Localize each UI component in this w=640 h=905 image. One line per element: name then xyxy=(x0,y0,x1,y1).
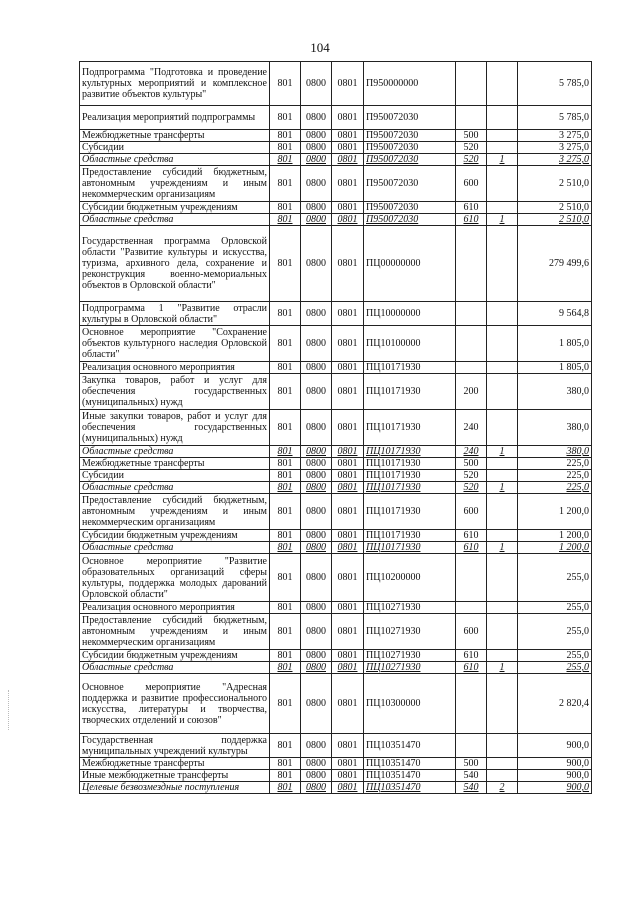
cell-source xyxy=(487,362,518,374)
cell-target-article: П950072030 xyxy=(364,106,456,130)
table-row xyxy=(80,674,592,734)
cell-name: Целевые безвозмездные поступления xyxy=(80,782,270,794)
cell-section: 0800 xyxy=(301,130,332,142)
cell-ved: 801 xyxy=(270,226,301,302)
cell-amount: 255,0 xyxy=(518,650,592,662)
budget-table xyxy=(79,61,592,794)
cell-ved: 801 xyxy=(270,662,301,674)
cell-expense-type xyxy=(456,226,487,302)
cell-expense-type xyxy=(456,62,487,106)
cell-section: 0800 xyxy=(301,142,332,154)
cell-expense-type: 500 xyxy=(456,458,487,470)
cell-target-article: П950072030 xyxy=(364,214,456,226)
cell-expense-type: 240 xyxy=(456,446,487,458)
cell-name: Иные закупки товаров, работ и услуг для обеспечения государственных (муниципальных) нужд xyxy=(80,410,270,446)
cell-section: 0800 xyxy=(301,458,332,470)
cell-subsection: 0801 xyxy=(332,650,364,662)
cell-subsection: 0801 xyxy=(332,662,364,674)
cell-source xyxy=(487,674,518,734)
cell-section: 0800 xyxy=(301,530,332,542)
cell-amount: 225,0 xyxy=(518,482,592,494)
cell-target-article: ПЦ10171930 xyxy=(364,542,456,554)
table-row xyxy=(80,62,592,106)
cell-expense-type xyxy=(456,554,487,602)
cell-section: 0800 xyxy=(301,734,332,758)
cell-section: 0800 xyxy=(301,154,332,166)
cell-ved: 801 xyxy=(270,650,301,662)
cell-target-article: ПЦ10351470 xyxy=(364,758,456,770)
cell-expense-type: 610 xyxy=(456,214,487,226)
cell-name: Субсидии бюджетным учреждениям xyxy=(80,650,270,662)
cell-source: 1 xyxy=(487,662,518,674)
cell-target-article: ПЦ10171930 xyxy=(364,362,456,374)
cell-target-article: ПЦ00000000 xyxy=(364,226,456,302)
table-row xyxy=(80,662,592,674)
cell-amount: 9 564,8 xyxy=(518,302,592,326)
cell-name: Предоставление субсидий бюджетным, автономным учреждениям и иным некоммерческим организациям xyxy=(80,614,270,650)
cell-target-article: ПЦ10171930 xyxy=(364,530,456,542)
cell-name: Реализация основного мероприятия xyxy=(80,362,270,374)
cell-expense-type xyxy=(456,106,487,130)
cell-target-article: ПЦ10200000 xyxy=(364,554,456,602)
cell-name: Предоставление субсидий бюджетным, автономным учреждениям и иным некоммерческим организациям xyxy=(80,494,270,530)
table-row xyxy=(80,650,592,662)
cell-section: 0800 xyxy=(301,542,332,554)
cell-name: Основное мероприятие "Адресная поддержка и развитие профессионального искусства, литературы и творчества, творческих отделений и союзов" xyxy=(80,674,270,734)
cell-target-article: ПЦ10171930 xyxy=(364,410,456,446)
cell-section: 0800 xyxy=(301,202,332,214)
cell-target-article: П950072030 xyxy=(364,154,456,166)
cell-ved: 801 xyxy=(270,130,301,142)
cell-source xyxy=(487,166,518,202)
cell-expense-type: 600 xyxy=(456,166,487,202)
cell-subsection: 0801 xyxy=(332,166,364,202)
cell-subsection: 0801 xyxy=(332,758,364,770)
cell-source: 1 xyxy=(487,482,518,494)
cell-section: 0800 xyxy=(301,106,332,130)
cell-ved: 801 xyxy=(270,166,301,202)
cell-amount: 225,0 xyxy=(518,470,592,482)
cell-name: Реализация основного мероприятия xyxy=(80,602,270,614)
cell-name: Областные средства xyxy=(80,542,270,554)
cell-name: Предоставление субсидий бюджетным, автономным учреждениям и иным некоммерческим организациям xyxy=(80,166,270,202)
cell-source: 2 xyxy=(487,782,518,794)
cell-amount: 2 510,0 xyxy=(518,202,592,214)
cell-name: Областные средства xyxy=(80,482,270,494)
cell-expense-type xyxy=(456,734,487,758)
cell-expense-type: 610 xyxy=(456,542,487,554)
cell-subsection: 0801 xyxy=(332,302,364,326)
cell-name: Реализация мероприятий подпрограммы xyxy=(80,106,270,130)
cell-ved: 801 xyxy=(270,142,301,154)
cell-target-article: ПЦ10171930 xyxy=(364,470,456,482)
cell-section: 0800 xyxy=(301,446,332,458)
cell-section: 0800 xyxy=(301,650,332,662)
cell-ved: 801 xyxy=(270,154,301,166)
cell-source xyxy=(487,530,518,542)
cell-subsection: 0801 xyxy=(332,782,364,794)
cell-amount: 3 275,0 xyxy=(518,154,592,166)
cell-section: 0800 xyxy=(301,62,332,106)
cell-subsection: 0801 xyxy=(332,214,364,226)
cell-expense-type: 520 xyxy=(456,482,487,494)
cell-section: 0800 xyxy=(301,226,332,302)
cell-source: 1 xyxy=(487,154,518,166)
cell-expense-type: 610 xyxy=(456,662,487,674)
cell-ved: 801 xyxy=(270,374,301,410)
cell-section: 0800 xyxy=(301,770,332,782)
cell-section: 0800 xyxy=(301,602,332,614)
cell-subsection: 0801 xyxy=(332,614,364,650)
cell-amount: 2 820,4 xyxy=(518,674,592,734)
cell-ved: 801 xyxy=(270,758,301,770)
cell-source xyxy=(487,494,518,530)
cell-amount: 1 200,0 xyxy=(518,530,592,542)
table-row xyxy=(80,758,592,770)
cell-target-article: ПЦ10271930 xyxy=(364,614,456,650)
cell-amount: 380,0 xyxy=(518,446,592,458)
cell-name: Государственная программа Орловской области "Развитие культуры и искусства, туризма, архивного дела, сохранение и реконструкция военно-мемориальных объектов в Орловской области" xyxy=(80,226,270,302)
cell-expense-type: 200 xyxy=(456,374,487,410)
cell-section: 0800 xyxy=(301,494,332,530)
cell-subsection: 0801 xyxy=(332,446,364,458)
cell-source: 1 xyxy=(487,542,518,554)
cell-amount: 255,0 xyxy=(518,614,592,650)
cell-name: Субсидии xyxy=(80,142,270,154)
cell-section: 0800 xyxy=(301,302,332,326)
cell-section: 0800 xyxy=(301,554,332,602)
cell-ved: 801 xyxy=(270,470,301,482)
cell-name: Областные средства xyxy=(80,662,270,674)
cell-ved: 801 xyxy=(270,554,301,602)
cell-subsection: 0801 xyxy=(332,602,364,614)
cell-source: 1 xyxy=(487,446,518,458)
table-row xyxy=(80,770,592,782)
cell-expense-type xyxy=(456,362,487,374)
cell-amount: 1 200,0 xyxy=(518,494,592,530)
cell-subsection: 0801 xyxy=(332,142,364,154)
cell-ved: 801 xyxy=(270,214,301,226)
cell-target-article: П950072030 xyxy=(364,202,456,214)
cell-subsection: 0801 xyxy=(332,542,364,554)
cell-ved: 801 xyxy=(270,770,301,782)
cell-source xyxy=(487,302,518,326)
cell-target-article: ПЦ10351470 xyxy=(364,782,456,794)
cell-source xyxy=(487,734,518,758)
cell-expense-type: 500 xyxy=(456,130,487,142)
cell-source: 1 xyxy=(487,214,518,226)
cell-section: 0800 xyxy=(301,758,332,770)
cell-subsection: 0801 xyxy=(332,154,364,166)
cell-amount: 380,0 xyxy=(518,410,592,446)
cell-amount: 1 805,0 xyxy=(518,362,592,374)
cell-source xyxy=(487,458,518,470)
cell-amount: 900,0 xyxy=(518,770,592,782)
table-row xyxy=(80,166,592,202)
cell-subsection: 0801 xyxy=(332,326,364,362)
cell-ved: 801 xyxy=(270,482,301,494)
cell-amount: 2 510,0 xyxy=(518,214,592,226)
table-row xyxy=(80,614,592,650)
cell-source xyxy=(487,326,518,362)
cell-ved: 801 xyxy=(270,602,301,614)
cell-expense-type: 540 xyxy=(456,782,487,794)
cell-section: 0800 xyxy=(301,662,332,674)
cell-subsection: 0801 xyxy=(332,106,364,130)
cell-source xyxy=(487,770,518,782)
cell-ved: 801 xyxy=(270,782,301,794)
cell-ved: 801 xyxy=(270,302,301,326)
cell-name: Закупка товаров, работ и услуг для обеспечения государственных (муниципальных) нужд xyxy=(80,374,270,410)
table-row xyxy=(80,142,592,154)
cell-target-article: ПЦ10271930 xyxy=(364,602,456,614)
cell-target-article: П950072030 xyxy=(364,130,456,142)
cell-section: 0800 xyxy=(301,782,332,794)
cell-section: 0800 xyxy=(301,326,332,362)
cell-ved: 801 xyxy=(270,530,301,542)
cell-amount: 900,0 xyxy=(518,734,592,758)
cell-expense-type: 610 xyxy=(456,202,487,214)
table-row xyxy=(80,542,592,554)
cell-name: Областные средства xyxy=(80,214,270,226)
cell-target-article: ПЦ10171930 xyxy=(364,482,456,494)
cell-source xyxy=(487,106,518,130)
cell-source xyxy=(487,614,518,650)
cell-name: Областные средства xyxy=(80,446,270,458)
cell-amount: 900,0 xyxy=(518,782,592,794)
cell-amount: 255,0 xyxy=(518,662,592,674)
table-row xyxy=(80,326,592,362)
cell-source xyxy=(487,410,518,446)
cell-expense-type xyxy=(456,674,487,734)
cell-expense-type: 500 xyxy=(456,758,487,770)
cell-target-article: ПЦ10000000 xyxy=(364,302,456,326)
table-row xyxy=(80,446,592,458)
cell-expense-type: 520 xyxy=(456,154,487,166)
cell-name: Государственная поддержка муниципальных учреждений культуры xyxy=(80,734,270,758)
cell-target-article: ПЦ10300000 xyxy=(364,674,456,734)
cell-expense-type xyxy=(456,302,487,326)
cell-expense-type xyxy=(456,602,487,614)
cell-amount: 255,0 xyxy=(518,554,592,602)
cell-subsection: 0801 xyxy=(332,410,364,446)
table-row xyxy=(80,458,592,470)
cell-target-article: ПЦ10171930 xyxy=(364,446,456,458)
cell-amount: 380,0 xyxy=(518,374,592,410)
table-row xyxy=(80,202,592,214)
cell-section: 0800 xyxy=(301,410,332,446)
cell-target-article: ПЦ10171930 xyxy=(364,374,456,410)
cell-ved: 801 xyxy=(270,106,301,130)
cell-name: Основное мероприятие "Развитие образовательных организаций сферы культуры, поддержка молодых дарований Орловской области" xyxy=(80,554,270,602)
cell-ved: 801 xyxy=(270,614,301,650)
cell-subsection: 0801 xyxy=(332,470,364,482)
cell-amount: 1 200,0 xyxy=(518,542,592,554)
cell-amount: 900,0 xyxy=(518,758,592,770)
cell-name: Межбюджетные трансферты xyxy=(80,758,270,770)
cell-source xyxy=(487,202,518,214)
cell-target-article: ПЦ10271930 xyxy=(364,650,456,662)
cell-ved: 801 xyxy=(270,362,301,374)
cell-name: Подпрограмма "Подготовка и проведение культурных мероприятий и комплексное развитие объектов культуры" xyxy=(80,62,270,106)
cell-name: Межбюджетные трансферты xyxy=(80,130,270,142)
cell-amount: 1 805,0 xyxy=(518,326,592,362)
cell-ved: 801 xyxy=(270,326,301,362)
table-row xyxy=(80,470,592,482)
cell-subsection: 0801 xyxy=(332,554,364,602)
table-row xyxy=(80,482,592,494)
cell-subsection: 0801 xyxy=(332,202,364,214)
cell-expense-type xyxy=(456,326,487,362)
table-row xyxy=(80,782,592,794)
cell-subsection: 0801 xyxy=(332,530,364,542)
cell-amount: 255,0 xyxy=(518,602,592,614)
cell-ved: 801 xyxy=(270,202,301,214)
table-row xyxy=(80,410,592,446)
cell-source xyxy=(487,374,518,410)
cell-name: Субсидии xyxy=(80,470,270,482)
cell-name: Иные межбюджетные трансферты xyxy=(80,770,270,782)
cell-expense-type: 240 xyxy=(456,410,487,446)
cell-target-article: ПЦ10171930 xyxy=(364,458,456,470)
cell-ved: 801 xyxy=(270,494,301,530)
cell-expense-type: 520 xyxy=(456,470,487,482)
cell-subsection: 0801 xyxy=(332,494,364,530)
cell-name: Межбюджетные трансферты xyxy=(80,458,270,470)
cell-source xyxy=(487,602,518,614)
cell-source xyxy=(487,130,518,142)
table-row xyxy=(80,154,592,166)
cell-subsection: 0801 xyxy=(332,62,364,106)
cell-expense-type: 610 xyxy=(456,530,487,542)
cell-source xyxy=(487,470,518,482)
cell-section: 0800 xyxy=(301,166,332,202)
cell-section: 0800 xyxy=(301,362,332,374)
cell-section: 0800 xyxy=(301,470,332,482)
cell-subsection: 0801 xyxy=(332,770,364,782)
cell-amount: 3 275,0 xyxy=(518,142,592,154)
cell-target-article: ПЦ10171930 xyxy=(364,494,456,530)
cell-name: Областные средства xyxy=(80,154,270,166)
table-row xyxy=(80,494,592,530)
cell-amount: 3 275,0 xyxy=(518,130,592,142)
table-row xyxy=(80,374,592,410)
cell-ved: 801 xyxy=(270,674,301,734)
cell-source xyxy=(487,142,518,154)
cell-expense-type: 600 xyxy=(456,494,487,530)
cell-ved: 801 xyxy=(270,410,301,446)
cell-section: 0800 xyxy=(301,482,332,494)
margin-mark xyxy=(8,690,11,730)
cell-ved: 801 xyxy=(270,734,301,758)
cell-target-article: П950000000 xyxy=(364,62,456,106)
table-row xyxy=(80,302,592,326)
page-number: 104 xyxy=(310,40,330,55)
table-row xyxy=(80,106,592,130)
cell-section: 0800 xyxy=(301,614,332,650)
cell-subsection: 0801 xyxy=(332,374,364,410)
cell-target-article: П950072030 xyxy=(364,166,456,202)
cell-subsection: 0801 xyxy=(332,482,364,494)
cell-amount: 5 785,0 xyxy=(518,106,592,130)
cell-amount: 225,0 xyxy=(518,458,592,470)
table-row xyxy=(80,554,592,602)
cell-amount: 5 785,0 xyxy=(518,62,592,106)
cell-section: 0800 xyxy=(301,214,332,226)
cell-subsection: 0801 xyxy=(332,674,364,734)
cell-target-article: ПЦ10271930 xyxy=(364,662,456,674)
table-row xyxy=(80,530,592,542)
cell-subsection: 0801 xyxy=(332,226,364,302)
cell-subsection: 0801 xyxy=(332,734,364,758)
cell-expense-type: 520 xyxy=(456,142,487,154)
cell-target-article: П950072030 xyxy=(364,142,456,154)
table-row xyxy=(80,602,592,614)
table-row xyxy=(80,214,592,226)
cell-ved: 801 xyxy=(270,446,301,458)
cell-expense-type: 540 xyxy=(456,770,487,782)
cell-name: Субсидии бюджетным учреждениям xyxy=(80,202,270,214)
cell-source xyxy=(487,62,518,106)
cell-target-article: ПЦ10351470 xyxy=(364,734,456,758)
cell-target-article: ПЦ10351470 xyxy=(364,770,456,782)
cell-amount: 279 499,6 xyxy=(518,226,592,302)
cell-ved: 801 xyxy=(270,458,301,470)
table-row xyxy=(80,734,592,758)
cell-name: Подпрограмма 1 "Развитие отрасли культуры в Орловской области" xyxy=(80,302,270,326)
cell-ved: 801 xyxy=(270,542,301,554)
cell-source xyxy=(487,758,518,770)
cell-amount: 2 510,0 xyxy=(518,166,592,202)
cell-subsection: 0801 xyxy=(332,458,364,470)
cell-subsection: 0801 xyxy=(332,362,364,374)
cell-expense-type: 610 xyxy=(456,650,487,662)
cell-name: Основное мероприятие "Сохранение объектов культурного наследия Орловской области" xyxy=(80,326,270,362)
table-row xyxy=(80,130,592,142)
table-row xyxy=(80,226,592,302)
cell-source xyxy=(487,226,518,302)
cell-subsection: 0801 xyxy=(332,130,364,142)
cell-name: Субсидии бюджетным учреждениям xyxy=(80,530,270,542)
cell-source xyxy=(487,650,518,662)
cell-section: 0800 xyxy=(301,374,332,410)
cell-expense-type: 600 xyxy=(456,614,487,650)
cell-section: 0800 xyxy=(301,674,332,734)
table-row xyxy=(80,362,592,374)
cell-target-article: ПЦ10100000 xyxy=(364,326,456,362)
cell-ved: 801 xyxy=(270,62,301,106)
cell-source xyxy=(487,554,518,602)
